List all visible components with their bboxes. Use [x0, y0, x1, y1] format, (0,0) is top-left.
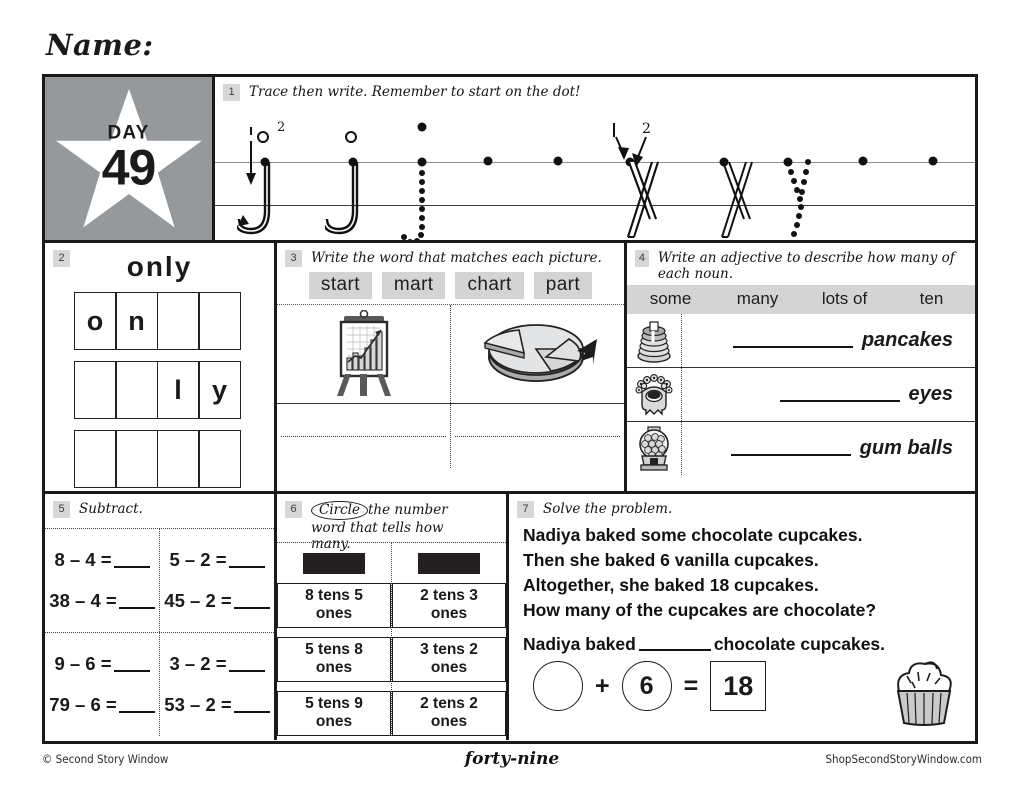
answer-blank[interactable]	[639, 635, 711, 651]
word-box-cell[interactable]	[198, 292, 241, 350]
website-url: ShopSecondStoryWindow.com	[825, 752, 982, 766]
number-word-option[interactable]: 8 tens 5 ones	[277, 583, 391, 628]
subtract-expression: 79 – 6 =	[49, 694, 117, 716]
answer-blank[interactable]	[114, 552, 150, 568]
word-box-row	[74, 361, 246, 419]
word-box-cell[interactable]: y	[198, 361, 241, 419]
section-3-instruction: Write the word that matches each picture.	[311, 250, 602, 266]
section-5-number: 5	[53, 501, 70, 518]
adj-bank-word[interactable]: ten	[919, 289, 944, 308]
day-badge-panel	[45, 77, 215, 240]
stroke-label-1: 2	[277, 120, 286, 135]
subtract-quadrant	[160, 633, 274, 736]
adj-bank-word[interactable]: many	[736, 289, 779, 308]
word-box-cell[interactable]: n	[115, 292, 158, 350]
word-bank-chip[interactable]: part	[534, 272, 592, 299]
start-dot-y-1	[855, 153, 871, 169]
subtract-expression: 5 – 2 =	[169, 548, 227, 570]
start-dot-j-1	[480, 153, 496, 169]
worksheet-frame	[42, 74, 978, 744]
page-footer	[42, 749, 982, 769]
equation-plus-sign: +	[595, 671, 610, 700]
subtract-expression: 3 – 2 =	[169, 652, 227, 674]
subtract-problem[interactable]	[49, 590, 154, 612]
section-7-number: 7	[517, 501, 534, 518]
answer-blank[interactable]	[234, 697, 270, 713]
subtract-expression: 8 – 4 =	[54, 548, 112, 570]
start-dot-y-2	[925, 153, 941, 169]
base-ten-block-image	[418, 553, 480, 574]
picture-cell-chart-easel	[277, 305, 451, 403]
write-answer-area-2[interactable]	[451, 404, 624, 468]
number-word-column	[392, 543, 506, 736]
section-5-subtract	[45, 494, 277, 740]
subtract-expression: 53 – 2 =	[164, 694, 232, 716]
write-answer-area-1[interactable]	[277, 404, 451, 468]
subtract-problem[interactable]	[164, 590, 269, 612]
subtract-quadrant	[45, 633, 160, 736]
adjective-blank[interactable]	[731, 441, 851, 456]
subtract-problem[interactable]	[169, 549, 264, 571]
monster-eyes-icon	[632, 372, 676, 418]
answer-blank[interactable]	[234, 593, 270, 609]
start-dot-j-2	[550, 153, 566, 169]
subtract-problem[interactable]	[164, 694, 269, 716]
subtract-quadrant-row	[45, 528, 274, 632]
number-word-option[interactable]: 3 tens 2 ones	[392, 637, 506, 682]
section-3-picture-words	[277, 243, 627, 491]
number-word-option[interactable]: 2 tens 2 ones	[392, 691, 506, 736]
handwriting-lines-area	[215, 105, 975, 240]
word-problem-line: Then she baked 6 vanilla cupcakes.	[523, 550, 819, 570]
section-5-header	[45, 494, 274, 521]
cupcake-icon	[885, 657, 963, 729]
adjective-row	[627, 314, 975, 368]
word-box-cell[interactable]	[157, 430, 200, 488]
subtract-expression: 9 – 6 =	[54, 652, 112, 674]
picture-row	[277, 305, 624, 404]
answer-blank[interactable]	[114, 656, 150, 672]
circled-word: Circle	[311, 501, 368, 520]
word-problem-answer-sentence[interactable]	[523, 634, 975, 655]
pie-chart-icon	[473, 311, 603, 397]
name-label: Name:	[46, 28, 154, 62]
svg-text:2: 2	[642, 121, 651, 137]
answer-blank[interactable]	[119, 697, 155, 713]
word-box-cell[interactable]: o	[74, 292, 117, 350]
section-1-instruction: Trace then write. Remember to start on the dot!	[249, 84, 581, 100]
word-bank-chip[interactable]: start	[309, 272, 372, 299]
equation-addend-2: 6	[622, 661, 672, 711]
section-1-handwriting	[215, 77, 975, 240]
row-top	[45, 77, 975, 243]
word-box-cell[interactable]	[115, 361, 158, 419]
section-6-number-words	[277, 494, 509, 740]
letter-j-traced-1	[237, 123, 307, 240]
section-3-header	[277, 243, 624, 270]
word-problem-line: Nadiya baked some chocolate cupcakes.	[523, 525, 863, 545]
word-bank-chip[interactable]: chart	[455, 272, 523, 299]
gumball-machine-icon	[634, 425, 674, 473]
word-box-grid	[74, 292, 246, 488]
section-2-word-boxes	[45, 243, 277, 491]
subtract-problem[interactable]	[54, 653, 149, 675]
adjective-answer-row	[682, 437, 975, 460]
answer-blank[interactable]	[229, 656, 265, 672]
section-7-word-problem	[509, 494, 975, 740]
section-6-number: 6	[285, 501, 302, 518]
section-7-header	[509, 494, 975, 521]
chart-easel-icon	[327, 310, 401, 398]
answer-suffix: chocolate cupcakes.	[713, 634, 886, 654]
number-word-option[interactable]: 5 tens 8 ones	[277, 637, 391, 682]
section-4-word-bank	[627, 285, 975, 314]
pancakes-icon	[634, 318, 674, 364]
section-1-number: 1	[223, 84, 240, 101]
section-4-header	[627, 243, 975, 285]
subtract-problem[interactable]	[54, 549, 149, 571]
adjective-noun: gum balls	[859, 437, 953, 459]
copyright-text: © Second Story Window	[42, 752, 169, 766]
equation-sum: 18	[710, 661, 766, 711]
adj-bank-word[interactable]: lots of	[821, 289, 868, 308]
section-5-instruction: Subtract.	[79, 501, 143, 517]
subtract-problem[interactable]	[49, 694, 154, 716]
number-word-column	[277, 543, 392, 736]
section-1-instruction-row	[215, 77, 975, 104]
section-3-number: 3	[285, 250, 302, 267]
adjective-row	[627, 368, 975, 422]
section-7-instruction: Solve the problem.	[543, 501, 673, 517]
day-word: DAY	[107, 122, 150, 144]
letter-j-dotted	[400, 115, 445, 240]
number-word-option[interactable]: 2 tens 3 ones	[392, 583, 506, 628]
row-bottom	[45, 494, 975, 740]
section-3-word-bank	[277, 270, 624, 304]
word-box-cell[interactable]: l	[157, 361, 200, 419]
subtract-quadrant	[45, 529, 160, 632]
word-box-cell[interactable]	[74, 430, 117, 488]
section-4-number: 4	[635, 250, 649, 267]
section-6-instruction-rest: the number word that tells how many.	[311, 502, 448, 552]
pancakes-icon-cell	[627, 314, 682, 367]
picture-cell-pie-chart	[451, 305, 624, 403]
section-2-number: 2	[53, 250, 70, 267]
equation-addend-1[interactable]	[533, 661, 583, 711]
adjective-row	[627, 422, 975, 475]
word-box-cell[interactable]	[157, 292, 200, 350]
adjective-blank[interactable]	[733, 333, 853, 348]
adjective-answer-row	[682, 329, 975, 352]
number-word-columns	[277, 542, 506, 736]
letter-j-traced-2	[325, 123, 385, 240]
day-number: 49	[101, 139, 156, 196]
word-box-cell[interactable]	[74, 361, 117, 419]
equation-equals-sign: =	[683, 671, 699, 700]
adj-bank-word[interactable]: some	[649, 289, 692, 308]
letter-y-traced-2	[702, 115, 772, 240]
word-bank-chip[interactable]: mart	[382, 272, 446, 299]
picture-write-row	[277, 404, 624, 468]
word-problem-line: How many of the cupcakes are chocolate?	[523, 600, 877, 620]
word-box-cell[interactable]	[198, 430, 241, 488]
subtract-problem[interactable]	[169, 653, 264, 675]
row-middle	[45, 243, 975, 494]
word-box-row	[74, 430, 246, 488]
gumball-icon-cell	[627, 422, 682, 475]
answer-blank[interactable]	[119, 593, 155, 609]
section-2-word: only	[126, 251, 193, 282]
page-number-word: forty-nine	[464, 749, 560, 769]
word-problem-line: Altogether, she baked 18 cupcakes.	[523, 575, 819, 595]
answer-blank[interactable]	[229, 552, 265, 568]
section-4-instruction: Write an adjective to describe how many of each noun.	[657, 250, 955, 282]
base-ten-block-image	[303, 553, 365, 574]
subtract-quadrant-row	[45, 632, 274, 736]
adjective-blank[interactable]	[780, 387, 900, 402]
star-shape-icon	[53, 86, 205, 232]
word-box-cell[interactable]	[115, 430, 158, 488]
answer-prefix: Nadiya baked	[523, 634, 636, 654]
section-4-adjectives	[627, 243, 975, 491]
adjective-noun: pancakes	[861, 329, 953, 351]
letter-y-dotted	[780, 115, 830, 240]
number-word-option[interactable]: 5 tens 9 ones	[277, 691, 391, 736]
picture-rows	[277, 304, 624, 468]
word-box-row	[74, 292, 246, 350]
monster-icon-cell	[627, 368, 682, 421]
subtract-grid	[45, 528, 274, 736]
subtract-expression: 45 – 2 =	[164, 590, 232, 612]
subtract-quadrant	[160, 529, 274, 632]
adjective-noun: eyes	[908, 383, 953, 405]
adjective-answer-row	[682, 383, 975, 406]
cupcake-illustration	[885, 657, 963, 734]
letter-y-traced-1	[608, 115, 688, 240]
subtract-expression: 38 – 4 =	[49, 590, 117, 612]
